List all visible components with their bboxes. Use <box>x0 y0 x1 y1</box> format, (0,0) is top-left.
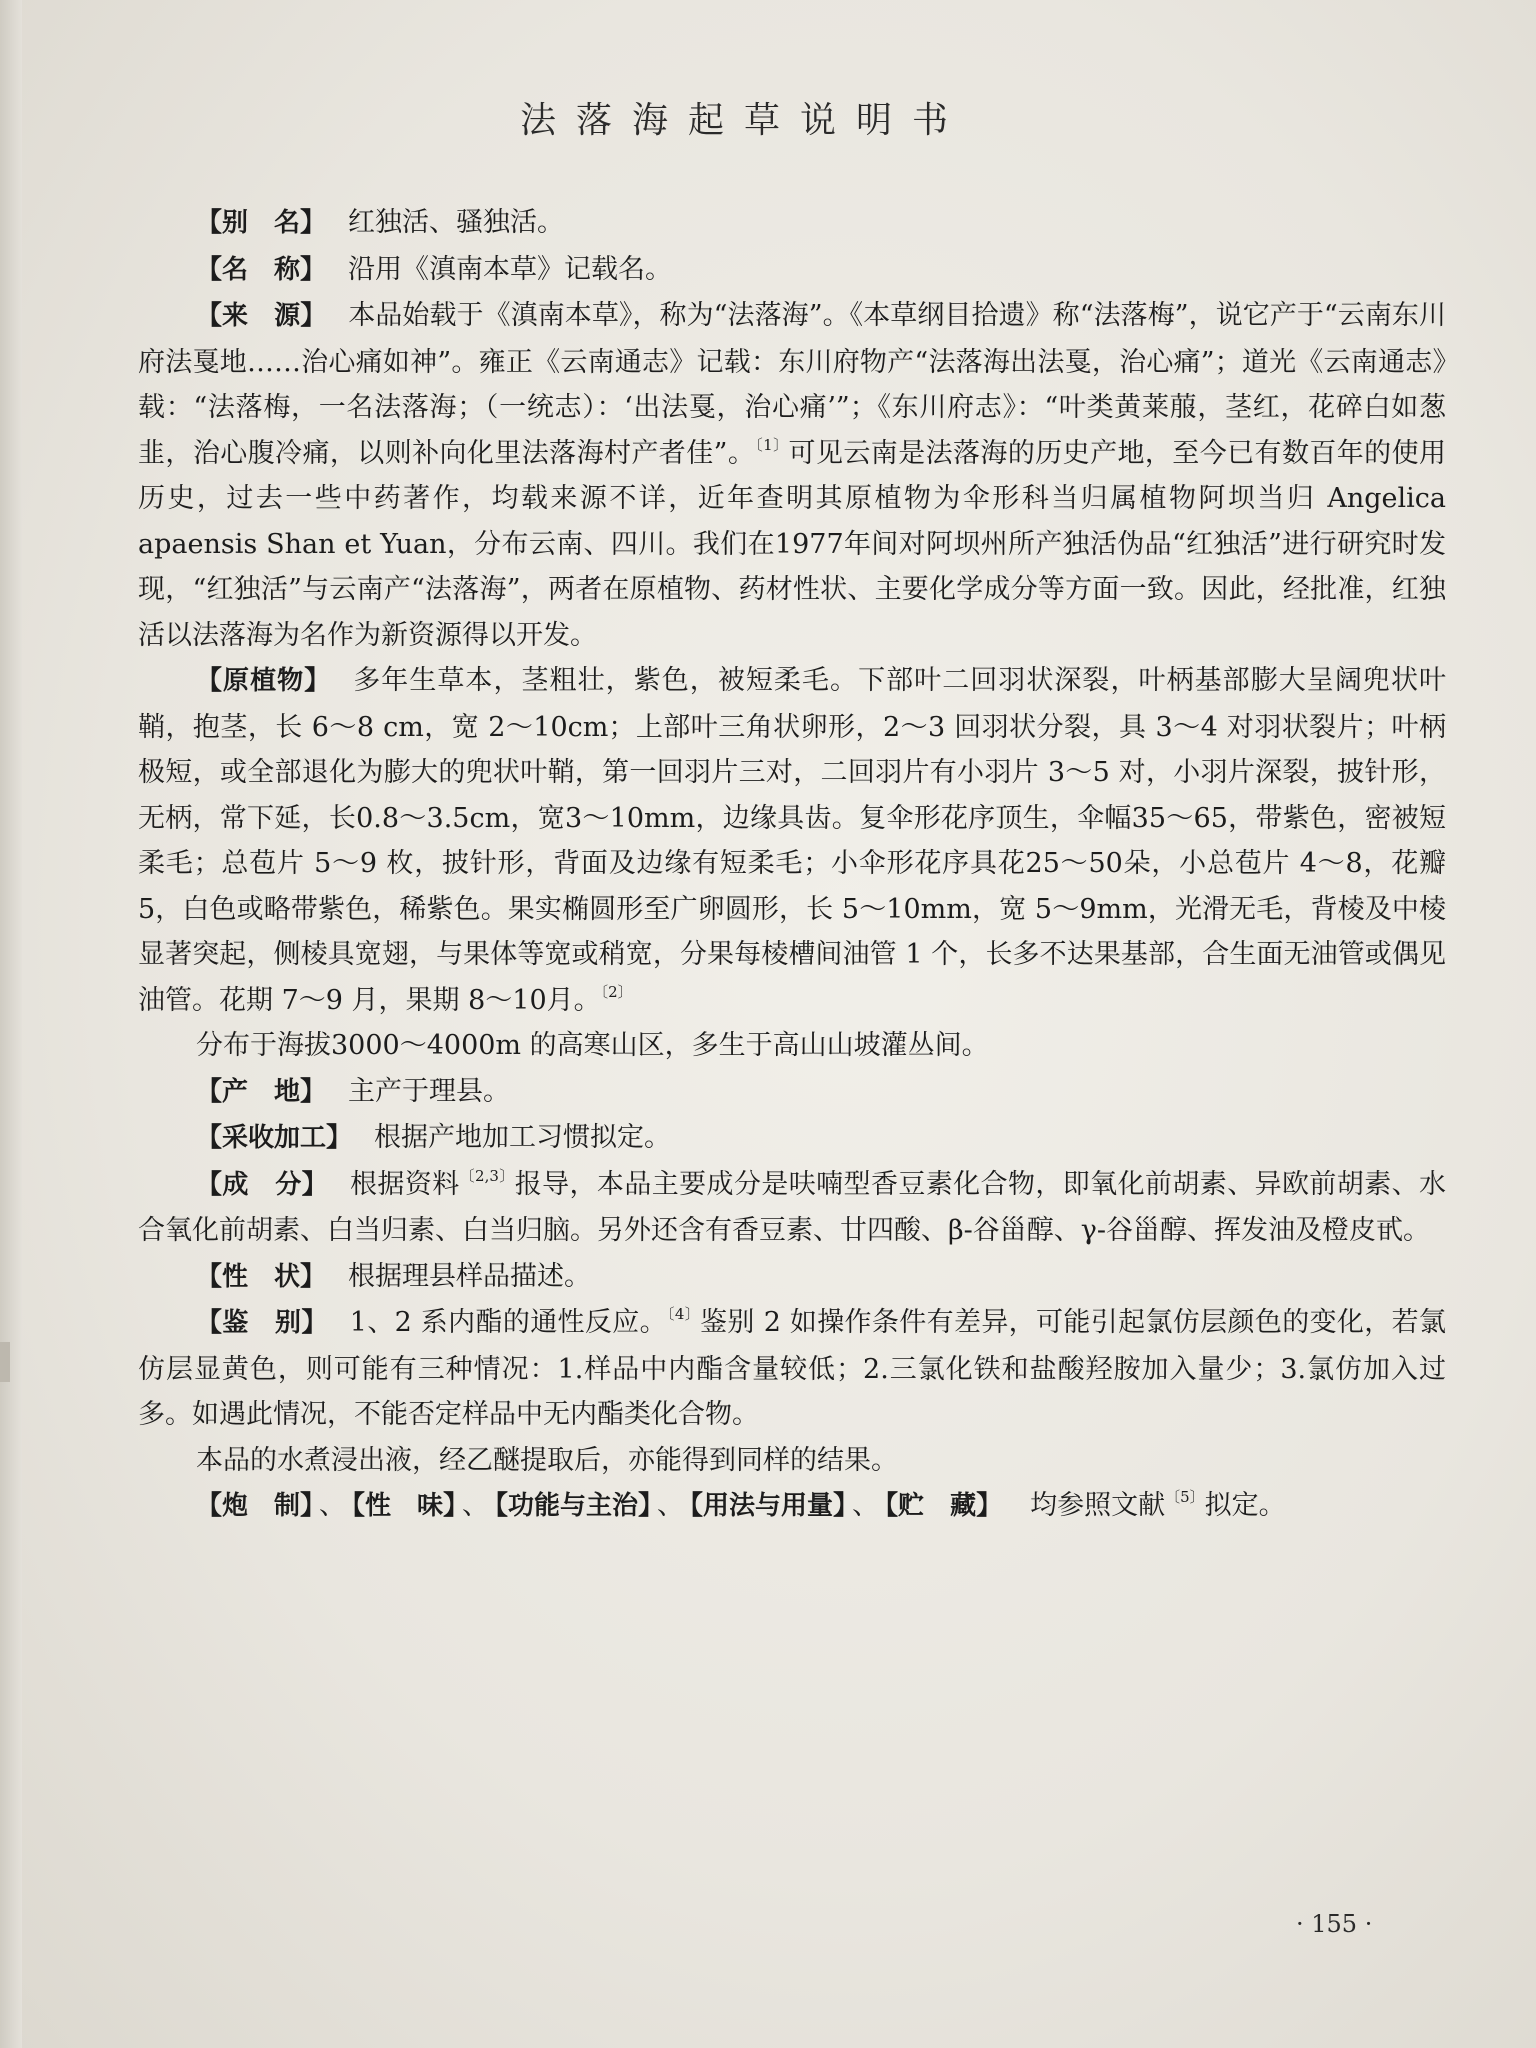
reference-marker: 〔2〕 <box>600 982 633 1001</box>
section-text: 沿用《滇南本草》记载名。 <box>348 253 673 285</box>
document-title: 法落海起草说明书 <box>520 100 969 141</box>
section-label: 【性 状】 <box>196 1261 327 1292</box>
section-label: 【成 分】 <box>196 1169 329 1200</box>
section-text: 根据产地加工习惯拟定。 <box>374 1122 672 1153</box>
separator: 、 <box>852 1490 880 1521</box>
section-text: 多年生草本，茎粗壮，紫色，被短柔毛。下部叶二回羽状深裂，叶柄基部膨大呈阔兜状叶鞘，抱茎，长 6～8 cm，宽 2～10cm；上部叶三角状卵形，2～3 回羽状分裂，具 3～4 对羽状裂片；叶柄极短，或全部退化为膨大的兜状叶鞘，第一回羽片三对，二回羽片有小羽片 3～5 对，小羽片深裂，披针形，无柄，常下延，长0.8～3.5cm，宽3～10mm，边缘具齿。复伞形花序顶生，伞幅35～65，带紫色，密被短柔毛；总苞片 5～9 枚，披针形，背面及边缘有短柔毛；小伞形花序具花25～50朵，小总苞片 4～8，花瓣 5，白色或略带紫色，稀紫色。果实椭圆形至广卵圆形，长 5～10mm，宽 5～9mm，光滑无毛，背棱及中棱显著突起，侧棱具宽翅，与果体等宽或稍宽，分果每棱槽间油管 1 个，长多不达果基部，合生面无油管或偶见油管。花期 7～9 月，果期 8～10月。 <box>138 665 1446 1016</box>
reference-marker: 〔5〕 <box>1165 1488 1205 1506</box>
section-label: 【炮 制】 <box>196 1491 314 1521</box>
section-label: 【用法与用量】 <box>690 1491 847 1521</box>
section-text: 本品始载于《滇南本草》，称为“法落海”。《本草纲目拾遗》称“法落梅”，说它产于“云南东川府法戛地……治心痛如神”。雍正《云南通志》记载：东川府物产“法落海出法戛，治心痛”；道光《云南通志》载：“法落梅，一名法落海；（一统志）：‘出法戛，治心痛’”；《东川府志》：“叶类黄莱菔，茎红，花碎白如葱韭，治心腹冷痛，以则补向化里法落海村产者佳”。 <box>138 300 1446 469</box>
reference-marker: 〔1〕 <box>755 435 789 454</box>
page-edge-shadow <box>0 0 22 2048</box>
section-label: 【鉴 别】 <box>196 1308 328 1338</box>
section-text: 分布于海拔3000～4000m 的高寒山区，多生于高山山坡灌丛间。 <box>196 1030 989 1061</box>
section-label: 【来 源】 <box>196 301 327 331</box>
section-distribution <box>138 1023 1446 1069</box>
section-label: 【贮 藏】 <box>885 1491 1003 1521</box>
section-text: 本品的水煮浸出液，经乙醚提取后，亦能得到同样的结果。 <box>196 1444 898 1476</box>
section-text: 主产于理县。 <box>348 1075 511 1107</box>
page-number: · 155 · <box>1296 1910 1373 1938</box>
page-edge-mark <box>0 1342 10 1382</box>
section-label: 【原植物】 <box>196 666 332 696</box>
section-composition <box>138 1162 1446 1254</box>
section-label: 【功能与主治】 <box>495 1491 652 1521</box>
section-text: 根据理县样品描述。 <box>348 1260 592 1292</box>
section-label: 【别 名】 <box>196 208 327 238</box>
section-source <box>138 293 1446 658</box>
section-label: 【性 味】 <box>352 1491 457 1521</box>
section-text: 1、2 系内酯的通性反应。 <box>349 1307 667 1338</box>
section-text: 均参照文献 <box>1030 1490 1166 1521</box>
section-alias <box>138 200 1446 247</box>
section-name <box>138 247 1446 294</box>
section-text: 可见云南是法落海的历史产地，至今已有数百年的使用历史，过去一些中药著作，均载来源不详，近年查明其原植物为伞形科当归属植物阿坝当归 Angelica apaensis Shan et Yuan，分布云南、四川。我们在1977年间对阿坝州所产独活伪品“红独活”进行研究时发现，“红独活”与云南产“法落海”，两者在原植物、药材性状、主要化学成分等方面一致。因此，经批准，红独活以法落海为名作为新资源得以开发。 <box>138 437 1446 651</box>
section-label: 【产 地】 <box>196 1076 327 1107</box>
section-text: 鉴别 2 如操作条件有差异，可能引起氯仿层颜色的变化，若氯仿层显黄色，则可能有三种情况：1.样品中内酯含量较低；2.三氯化铁和盐酸羟胺加入量少；3.氯仿加入过多。如遇此情况，不能否定样品中无内酯类化合物。 <box>138 1307 1446 1430</box>
separator: 、 <box>657 1490 685 1521</box>
section-plant <box>138 658 1446 1023</box>
separator: 、 <box>319 1490 347 1521</box>
section-extraction <box>138 1438 1446 1484</box>
reference-marker: 〔2,3〕 <box>459 1166 515 1185</box>
section-harvest <box>138 1115 1446 1162</box>
section-origin <box>138 1069 1446 1116</box>
separator: 、 <box>462 1490 490 1521</box>
section-label: 【名 称】 <box>196 254 327 285</box>
section-others <box>138 1483 1446 1530</box>
section-text: 拟定。 <box>1204 1490 1286 1521</box>
section-character <box>138 1254 1446 1301</box>
section-text: 红独活、骚独活。 <box>348 207 565 238</box>
section-text: 报导，本品主要成分是呋喃型香豆素化合物，即氧化前胡素、异欧前胡素、水合氧化前胡素、白当归素、白当归脑。另外还含有香豆素、廿四酸、β-谷甾醇、γ-谷甾醇、挥发油及橙皮甙。 <box>138 1168 1447 1246</box>
section-label: 【采收加工】 <box>196 1123 353 1153</box>
reference-marker: 〔4〕 <box>666 1305 701 1323</box>
document-body <box>138 200 1446 1530</box>
section-identification <box>138 1300 1446 1438</box>
section-text: 根据资料 <box>350 1168 460 1200</box>
